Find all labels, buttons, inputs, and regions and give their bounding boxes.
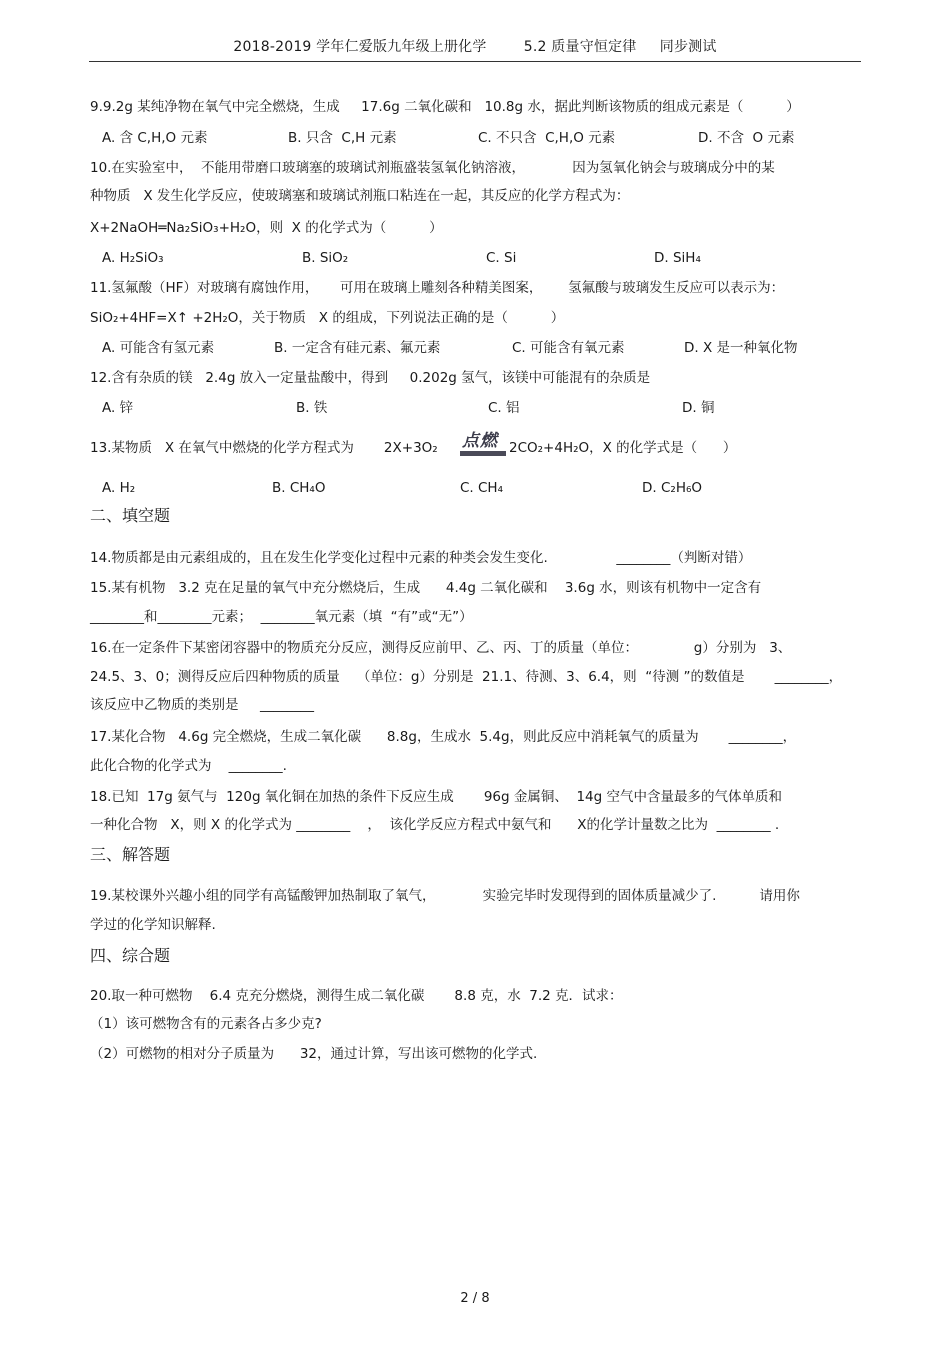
option-b: B. CH₄O [272,480,326,496]
option-b: B. SiO₂ [302,250,349,266]
question-11-options [102,339,862,357]
question-20-part-2: （2）可燃物的相对分子质量为 32，通过计算，写出该可燃物的化学式. [90,1046,538,1062]
option-d: D. SiH₄ [654,250,701,266]
question-13-stem-part1: 13.某物质 X 在氧气中燃烧的化学方程式为 2X+3O₂ [90,440,438,456]
question-13-stem-part2: 2CO₂+4H₂O，X 的化学式是（ ） [509,440,737,456]
page-header-title: 2018-2019 学年仁爱版九年级上册化学 5.2 质量守恒定律 同步测试 [233,39,717,55]
section-heading-comprehensive: 四、综合题 [90,946,171,965]
question-11-stem-line2: SiO₂+4HF=X↑ +2H₂O，关于物质 X 的组成，下列说法正确的是（ ） [90,310,565,326]
question-12-options [102,399,862,417]
header-divider [89,61,861,62]
section-heading-answer: 三、解答题 [90,845,171,864]
question-14-stem: 14.物质都是由元素组成的，且在发生化学变化过程中元素的种类会发生变化. ________（判断对错） [90,550,752,566]
option-a: A. 含 C,H,O 元素 [102,130,208,146]
option-a: A. H₂ [102,480,136,496]
option-a: A. H₂SiO₃ [102,250,164,266]
option-c: C. 铝 [488,400,520,416]
question-15-stem-line1: 15.某有机物 3.2 克在足量的氧气中充分燃烧后，生成 4.4g 二氧化碳和 3.6g 水，则该有机物中一定含有 [90,580,762,596]
question-16-stem-line3: 该反应中乙物质的类别是 ________ [90,697,314,713]
question-17-stem-line2: 此化合物的化学式为 ________. [90,758,287,774]
question-16-stem-line2: 24.5、3、0；测得反应后四种物质的质量 （单位：g）分别是 21.1、待测、3、6.4，则 “待测 ”的数值是 ________， [90,669,843,685]
question-17-stem-line1: 17.某化合物 4.6g 完全燃烧，生成二氧化碳 8.8g，生成水 5.4g，则此反应中消耗氧气的质量为 ________， [90,729,797,745]
question-18-stem-line1: 18.已知 17g 氨气与 120g 氧化铜在加热的条件下反应生成 96g 金属铜、 14g 空气中含量最多的气体单质和 [90,789,782,805]
option-d: D. 铜 [682,400,715,416]
question-18-stem-line2: 一种化合物 X，则 X 的化学式为 ________ ， 该化学反应方程式中氨气和 X的化学计量数之比为 ________ . [90,817,780,833]
option-d: D. C₂H₆O [642,480,703,496]
page-number: 2 / 8 [460,1291,490,1306]
question-12-stem: 12.含有杂质的镁 2.4g 放入一定量盐酸中，得到 0.202g 氢气，该镁中可能混有的杂质是 [90,370,651,386]
option-c: C. 可能含有氧元素 [512,340,625,356]
option-c: C. Si [486,250,517,266]
option-c: C. CH₄ [460,480,503,496]
option-d: D. 不含 O 元素 [698,130,795,146]
question-20-part-1: （1）该可燃物含有的元素各占多少克? [90,1016,322,1032]
question-9-options [102,129,862,147]
question-19-stem-line2: 学过的化学知识解释. [90,917,216,933]
question-15-stem-line2: ________和________元素； ________氧元素（填 “有”或“无”） [90,609,473,625]
question-20-stem: 20.取一种可燃物 6.4 克充分燃烧，测得生成二氧化碳 8.8 克，水 7.2 克．试求： [90,988,623,1004]
option-b: B. 铁 [296,400,328,416]
question-10-stem-line2: 种物质 X 发生化学反应，使玻璃塞和玻璃试剂瓶口粘连在一起，其反应的化学方程式为： [90,188,630,204]
option-a: A. 可能含有氢元素 [102,340,215,356]
option-b: B. 一定含有硅元素、氟元素 [274,340,441,356]
reaction-condition-ignition [460,426,508,466]
option-c: C. 不只含 C,H,O 元素 [478,130,616,146]
question-10-stem-line1: 10.在实验室中， 不能用带磨口玻璃塞的玻璃试剂瓶盛装氢氧化钠溶液， 因为氢氧化钠会与玻璃成分中的某 [90,160,775,176]
option-b: B. 只含 C,H 元素 [288,130,397,146]
option-d: D. X 是一种氧化物 [684,340,798,356]
option-a: A. 锌 [102,400,134,416]
question-9-stem: 9.9.2g 某纯净物在氧气中完全燃烧，生成 17.6g 二氧化碳和 10.8g 水，据此判断该物质的组成元素是（ ） [90,99,800,115]
question-10-options [102,249,862,267]
ignition-label: 点燃 [462,431,498,451]
question-11-stem-line1: 11.氢氟酸（HF）对玻璃有腐蚀作用， 可用在玻璃上雕刻各种精美图案， 氢氟酸与玻璃发生反应可以表示为： [90,280,785,296]
question-13-options [102,479,862,497]
question-16-stem-line1: 16.在一定条件下某密闭容器中的物质充分反应，测得反应前甲、乙、丙、丁的质量（单位： g）分别为 3、 [90,640,792,656]
condition-bar [460,451,506,456]
question-10-equation: X+2NaOH═Na₂SiO₃+H₂O，则 X 的化学式为（ ） [90,220,443,236]
section-heading-fill-in: 二、填空题 [90,506,171,525]
question-19-stem-line1: 19.某校课外兴趣小组的同学有高锰酸钾加热制取了氧气， 实验完毕时发现得到的固体质量减少了. 请用你 [90,888,800,904]
